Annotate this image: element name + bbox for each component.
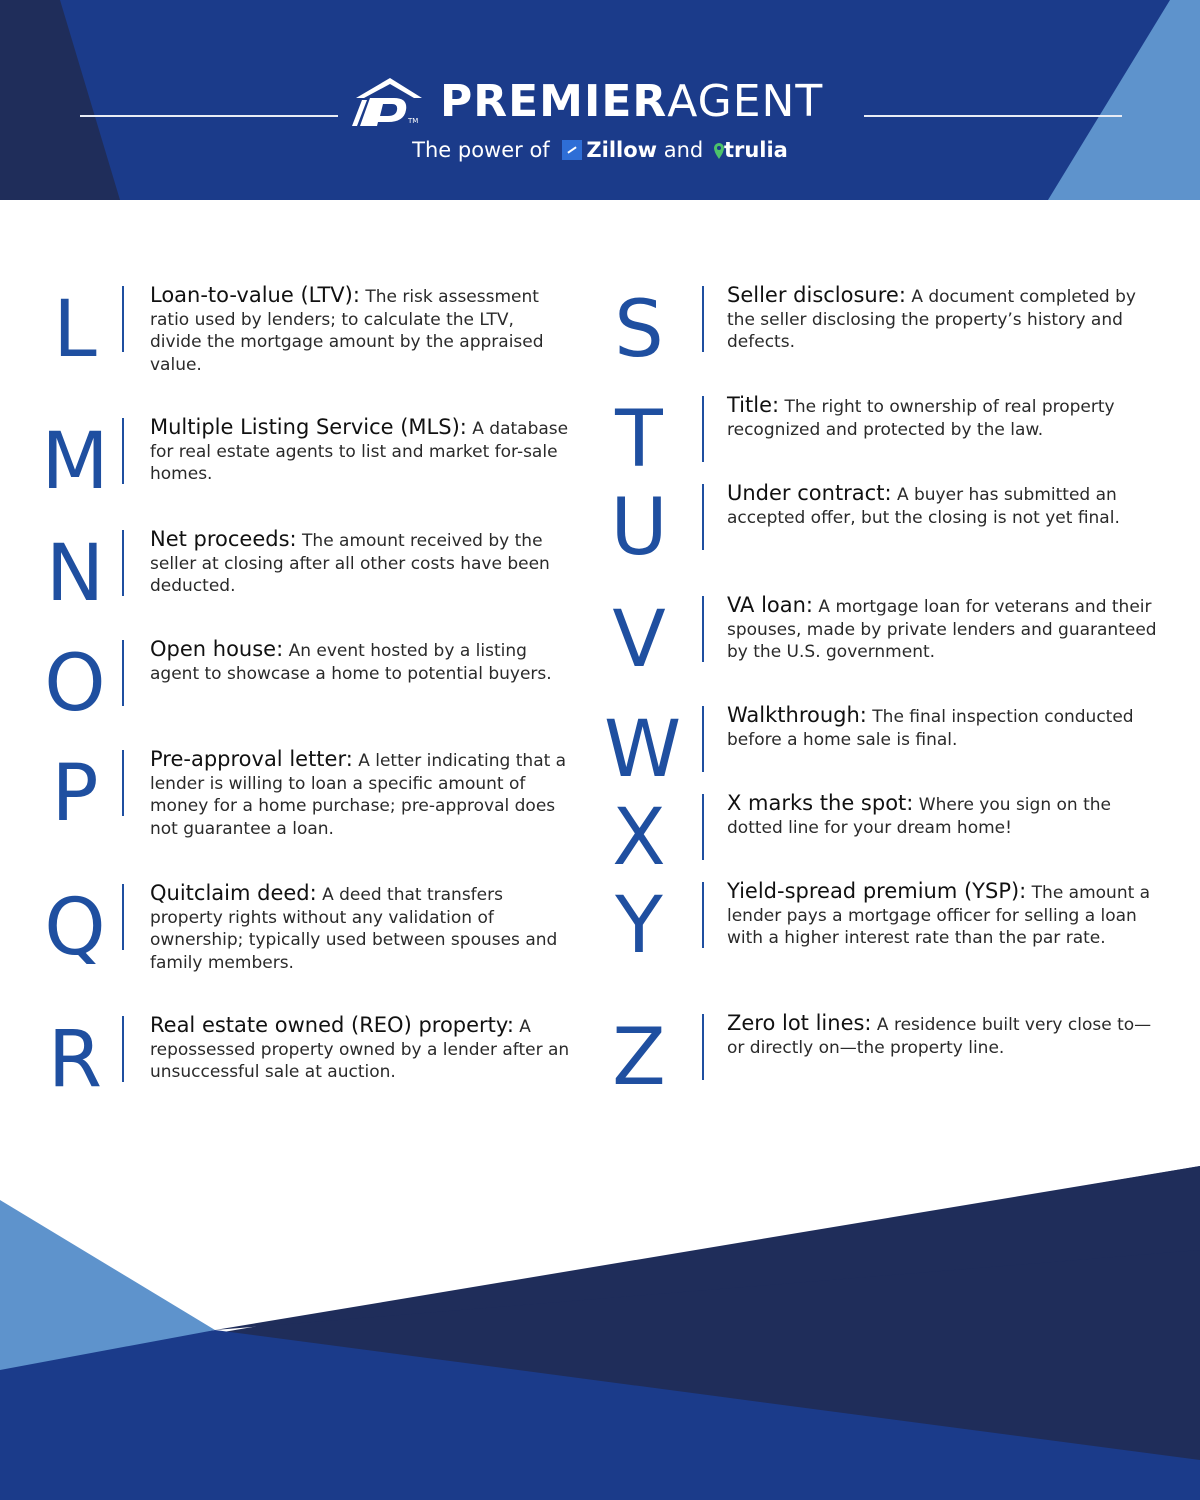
entry-text xyxy=(727,704,1157,751)
entry-divider xyxy=(702,484,704,550)
tagline-prefix: The power of xyxy=(412,138,550,162)
entry-divider xyxy=(122,884,124,950)
entry-term: Under contract: xyxy=(727,481,892,505)
glossary-entry-y xyxy=(604,880,1164,990)
entry-term: Real estate owned (REO) property: xyxy=(150,1013,514,1037)
entry-term: Loan-to-value (LTV): xyxy=(150,283,360,307)
entry-text xyxy=(150,638,570,685)
entry-definition: A mortgage loan for veterans and their spouses, made by private lenders and guaranteed by the U.S. government. xyxy=(727,597,1157,662)
entry-text xyxy=(727,792,1157,839)
entry-definition: Where you sign on the dotted line for your dream home! xyxy=(727,795,1111,838)
entry-divider xyxy=(122,530,124,596)
entry-divider xyxy=(122,1016,124,1082)
entry-letter: O xyxy=(44,639,106,729)
glossary-entry-l xyxy=(40,284,580,394)
entry-text xyxy=(150,882,570,974)
entry-divider xyxy=(702,286,704,352)
entry-definition: A letter indicating that a lender is willing to loan a specific amount of money for a home purchase; pre-approval does not guarantee a loan. xyxy=(150,751,567,839)
glossary-entry-o xyxy=(40,638,580,748)
glossary-entry-p xyxy=(40,748,580,858)
entry-letter: Y xyxy=(615,881,663,971)
entry-text xyxy=(150,416,570,486)
entry-text xyxy=(727,1012,1157,1059)
entry-term: X marks the spot: xyxy=(727,791,914,815)
glossary-entry-u xyxy=(604,482,1164,592)
entry-letter: T xyxy=(615,395,663,485)
entry-term: Net proceeds: xyxy=(150,527,297,551)
entry-term: Quitclaim deed: xyxy=(150,881,317,905)
entry-term: VA loan: xyxy=(727,593,813,617)
entry-divider xyxy=(702,794,704,860)
entry-text xyxy=(727,880,1157,950)
entry-divider xyxy=(702,706,704,772)
entry-text xyxy=(727,482,1157,529)
entry-definition: A deed that transfers property rights without any validation of ownership; typically used between spouses and family members. xyxy=(150,885,558,973)
entry-letter: X xyxy=(612,793,666,883)
entry-divider xyxy=(122,286,124,352)
entry-letter: U xyxy=(610,483,668,573)
tagline-join: and xyxy=(663,138,704,162)
entry-definition: A repossessed property owned by a lender after an unsuccessful sale at auction. xyxy=(150,1017,570,1082)
entry-definition: The amount received by the seller at closing after all other costs have been deducted. xyxy=(150,531,550,596)
entry-text xyxy=(727,594,1157,664)
entry-definition: An event hosted by a listing agent to showcase a home to potential buyers. xyxy=(150,641,552,684)
zillow-logo-icon xyxy=(562,140,582,160)
entry-letter: W xyxy=(604,705,682,795)
header-rule-right xyxy=(864,115,1122,117)
entry-definition: A residence built very close to—or directly on—the property line. xyxy=(727,1015,1152,1058)
entry-definition: The risk assessment ratio used by lenders; to calculate the LTV, divide the mortgage amount by the appraised value. xyxy=(150,287,544,375)
entry-definition: A document completed by the seller disclosing the property’s history and defects. xyxy=(727,287,1136,352)
entry-letter: R xyxy=(47,1015,103,1105)
glossary-entry-q xyxy=(40,882,580,992)
entry-text xyxy=(727,284,1157,354)
entry-letter: M xyxy=(41,417,109,507)
entry-divider xyxy=(122,750,124,816)
entry-definition: The right to ownership of real property recognized and protected by the law. xyxy=(727,397,1115,440)
brand-name xyxy=(440,76,823,128)
zillow-wordmark: Zillow xyxy=(586,138,658,162)
entry-text xyxy=(150,284,570,376)
entry-definition: The amount a lender pays a mortgage officer for selling a loan with a higher interest rate than the par rate. xyxy=(727,883,1151,948)
entry-term: Title: xyxy=(727,393,780,417)
header-banner xyxy=(0,0,1200,200)
entry-letter: V xyxy=(612,595,666,685)
entry-letter: Q xyxy=(44,883,106,973)
entry-term: Seller disclosure: xyxy=(727,283,906,307)
entry-term: Pre-approval letter: xyxy=(150,747,353,771)
entry-text xyxy=(727,394,1157,441)
entry-term: Yield-spread premium (YSP): xyxy=(727,879,1027,903)
entry-term: Open house: xyxy=(150,637,284,661)
entry-term: Walkthrough: xyxy=(727,703,867,727)
brand-row xyxy=(0,76,1200,132)
trulia-pin-icon xyxy=(714,143,724,159)
entry-definition: The final inspection conducted before a home sale is final. xyxy=(727,707,1134,750)
trademark-symbol: TM xyxy=(408,117,419,125)
entry-term: Zero lot lines: xyxy=(727,1011,872,1035)
glossary-entry-v xyxy=(604,594,1164,704)
entry-term: Multiple Listing Service (MLS): xyxy=(150,415,467,439)
entry-definition: A database for real estate agents to list and market for-sale homes. xyxy=(150,419,569,484)
entry-letter: P xyxy=(51,749,99,839)
trulia-wordmark: trulia xyxy=(723,138,788,162)
glossary-entry-z xyxy=(604,1012,1164,1122)
entry-divider xyxy=(702,1014,704,1080)
footer-decoration xyxy=(0,1160,1200,1500)
tagline xyxy=(0,136,1200,164)
brand-name-bold: PREMIER xyxy=(440,76,668,127)
entry-letter: N xyxy=(45,529,105,619)
entry-divider xyxy=(702,396,704,462)
entry-divider xyxy=(122,418,124,484)
header-rule-left xyxy=(80,115,338,117)
glossary-entry-s xyxy=(604,284,1164,394)
entry-text xyxy=(150,528,570,598)
entry-letter: S xyxy=(614,285,664,375)
entry-divider xyxy=(702,882,704,948)
entry-divider xyxy=(122,640,124,706)
entry-letter: L xyxy=(53,285,97,375)
entry-text xyxy=(150,748,570,840)
entry-letter: Z xyxy=(612,1013,666,1103)
glossary-entry-m xyxy=(40,416,580,526)
entry-text xyxy=(150,1014,590,1084)
entry-definition: A buyer has submitted an accepted offer, but the closing is not yet final. xyxy=(727,485,1120,528)
glossary-entry-n xyxy=(40,528,580,638)
entry-divider xyxy=(702,596,704,662)
brand-name-light: AGENT xyxy=(667,76,824,127)
glossary-entry-r xyxy=(40,1014,600,1124)
